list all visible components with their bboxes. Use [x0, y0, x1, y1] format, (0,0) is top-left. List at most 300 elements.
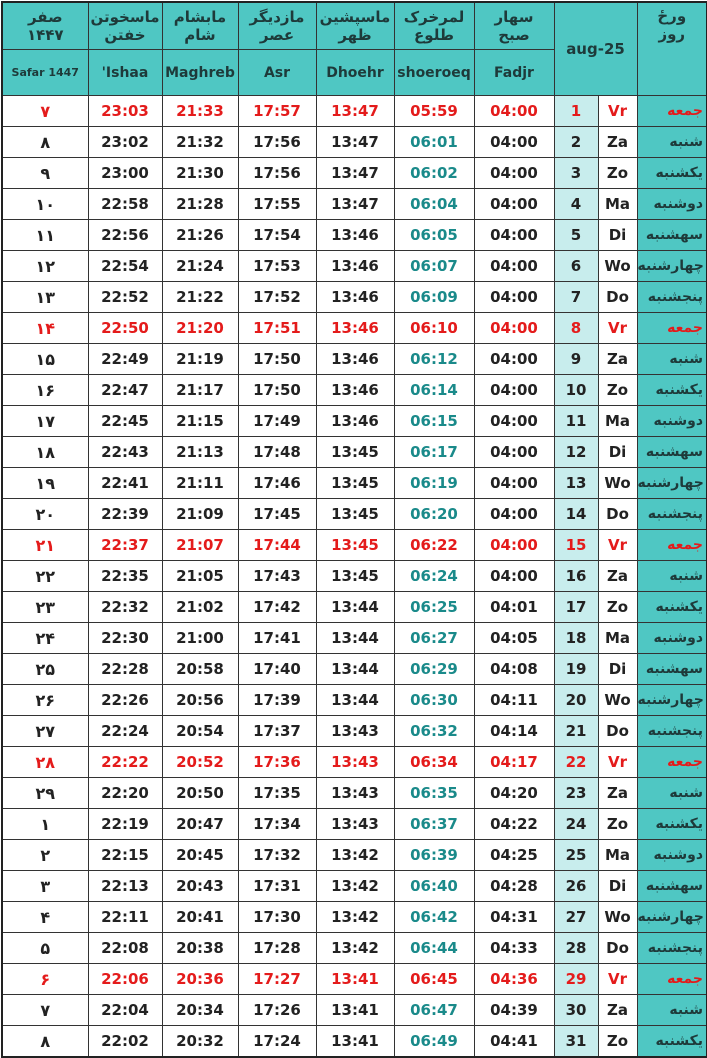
day-number-cell: 12 [554, 437, 598, 468]
fadjr-cell: 04:39 [474, 995, 554, 1026]
asr-cell: 17:28 [238, 933, 316, 964]
weekday-name-cell: جمعه [637, 530, 707, 561]
weekday-name-cell: دوشنبه [637, 189, 707, 220]
weekday-abbr-cell: Za [598, 995, 637, 1026]
maghreb-cell: 20:47 [162, 809, 238, 840]
asr-cell: 17:41 [238, 623, 316, 654]
weekday-name-cell: یکشنبه [637, 592, 707, 623]
shoeroeq-cell: 06:07 [394, 251, 474, 282]
dhoehr-cell: 13:41 [316, 1026, 394, 1058]
table-row [2, 437, 707, 468]
asr-cell: 17:44 [238, 530, 316, 561]
maghreb-cell: 21:19 [162, 344, 238, 375]
day-number-cell: 15 [554, 530, 598, 561]
weekday-abbr-cell: Ma [598, 840, 637, 871]
dhoehr-cell: 13:42 [316, 933, 394, 964]
fadjr-cell: 04:00 [474, 437, 554, 468]
weekday-abbr-cell: Zo [598, 592, 637, 623]
weekday-name-cell: یکشنبه [637, 1026, 707, 1058]
day-number-cell: 7 [554, 282, 598, 313]
day-number-cell: 10 [554, 375, 598, 406]
weekday-name-cell: سهشنبه [637, 220, 707, 251]
maghreb-cell: 21:20 [162, 313, 238, 344]
table-row [2, 468, 707, 499]
weekday-name-cell: شنبه [637, 561, 707, 592]
hijri-cell: ۱۴ [2, 313, 88, 344]
fadjr-header: سهار صبح [474, 2, 554, 50]
hijri-cell: ۲۹ [2, 778, 88, 809]
fadjr-cell: 04:00 [474, 530, 554, 561]
fadjr-cell: 04:41 [474, 1026, 554, 1058]
hijri-cell: ۷ [2, 995, 88, 1026]
table-row [2, 685, 707, 716]
day-number-cell: 19 [554, 654, 598, 685]
maghreb-cell: 21:22 [162, 282, 238, 313]
day-number-cell: 24 [554, 809, 598, 840]
weekday-name-cell: جمعه [637, 96, 707, 127]
weekday-abbr-cell: Vr [598, 747, 637, 778]
day-number-cell: 2 [554, 127, 598, 158]
maghreb-cell: 20:58 [162, 654, 238, 685]
maghreb-cell: 21:02 [162, 592, 238, 623]
fadjr-cell: 04:36 [474, 964, 554, 995]
table-row [2, 716, 707, 747]
day-number-cell: 28 [554, 933, 598, 964]
asr-sub-label: Asr [238, 50, 316, 96]
table-row [2, 561, 707, 592]
table-row [2, 251, 707, 282]
shoeroeq-cell: 06:30 [394, 685, 474, 716]
dhoehr-header: ماسپشين ظهر [316, 2, 394, 50]
table-row [2, 840, 707, 871]
shoeroeq-cell: 06:04 [394, 189, 474, 220]
fadjr-cell: 04:00 [474, 561, 554, 592]
shoeroeq-sub-label: shoeroeq [394, 50, 474, 96]
dhoehr-cell: 13:44 [316, 623, 394, 654]
asr-cell: 17:52 [238, 282, 316, 313]
weekday-name-cell: جمعه [637, 747, 707, 778]
ishaa-cell: 22:49 [88, 344, 162, 375]
weekday-abbr-cell: Zo [598, 809, 637, 840]
asr-cell: 17:43 [238, 561, 316, 592]
shoeroeq-cell: 06:02 [394, 158, 474, 189]
hijri-cell: ۱۷ [2, 406, 88, 437]
dhoehr-cell: 13:44 [316, 592, 394, 623]
hijri-cell: ۱۱ [2, 220, 88, 251]
fadjr-cell: 04:00 [474, 158, 554, 189]
shoeroeq-cell: 06:19 [394, 468, 474, 499]
table-row [2, 127, 707, 158]
weekday-abbr-cell: Zo [598, 1026, 637, 1058]
asr-cell: 17:42 [238, 592, 316, 623]
dhoehr-sub-label: Dhoehr [316, 50, 394, 96]
weekday-header: ورځ روز [637, 2, 707, 96]
maghreb-cell: 20:52 [162, 747, 238, 778]
asr-cell: 17:45 [238, 499, 316, 530]
asr-cell: 17:56 [238, 158, 316, 189]
table-row [2, 871, 707, 902]
fadjr-cell: 04:00 [474, 375, 554, 406]
maghreb-cell: 21:24 [162, 251, 238, 282]
weekday-name-cell: دوشنبه [637, 406, 707, 437]
maghreb-cell: 21:17 [162, 375, 238, 406]
weekday-name-cell: چهارشنبه [637, 685, 707, 716]
asr-cell: 17:35 [238, 778, 316, 809]
asr-cell: 17:46 [238, 468, 316, 499]
weekday-abbr-cell: Za [598, 127, 637, 158]
maghreb-cell: 21:30 [162, 158, 238, 189]
weekday-name-cell: چهارشنبه [637, 468, 707, 499]
table-row [2, 1026, 707, 1058]
table-row [2, 809, 707, 840]
fadjr-cell: 04:25 [474, 840, 554, 871]
asr-cell: 17:56 [238, 127, 316, 158]
maghreb-cell: 21:11 [162, 468, 238, 499]
hijri-cell: ۲۰ [2, 499, 88, 530]
hijri-cell: ۱۵ [2, 344, 88, 375]
dhoehr-cell: 13:46 [316, 344, 394, 375]
fadjr-cell: 04:11 [474, 685, 554, 716]
ishaa-cell: 22:35 [88, 561, 162, 592]
maghreb-cell: 21:13 [162, 437, 238, 468]
maghreb-cell: 20:32 [162, 1026, 238, 1058]
fadjr-cell: 04:00 [474, 189, 554, 220]
weekday-name-cell: دوشنبه [637, 623, 707, 654]
day-number-cell: 25 [554, 840, 598, 871]
maghreb-cell: 20:56 [162, 685, 238, 716]
table-row [2, 344, 707, 375]
weekday-name-cell: پنجشنبه [637, 499, 707, 530]
day-number-cell: 23 [554, 778, 598, 809]
fadjr-sub-label: Fadjr [474, 50, 554, 96]
asr-cell: 17:34 [238, 809, 316, 840]
weekday-abbr-cell: Vr [598, 964, 637, 995]
shoeroeq-cell: 06:29 [394, 654, 474, 685]
hijri-cell: ۲۵ [2, 654, 88, 685]
asr-cell: 17:36 [238, 747, 316, 778]
dhoehr-cell: 13:43 [316, 778, 394, 809]
weekday-abbr-cell: Do [598, 282, 637, 313]
fadjr-cell: 04:22 [474, 809, 554, 840]
weekday-abbr-cell: Di [598, 437, 637, 468]
weekday-name-cell: شنبه [637, 344, 707, 375]
hijri-cell: ۹ [2, 158, 88, 189]
hijri-cell: ۱۸ [2, 437, 88, 468]
day-number-cell: 20 [554, 685, 598, 716]
hijri-cell: ۴ [2, 902, 88, 933]
shoeroeq-cell: 06:42 [394, 902, 474, 933]
ishaa-cell: 22:02 [88, 1026, 162, 1058]
asr-cell: 17:55 [238, 189, 316, 220]
fadjr-cell: 04:17 [474, 747, 554, 778]
ishaa-cell: 22:32 [88, 592, 162, 623]
weekday-abbr-cell: Di [598, 871, 637, 902]
table-row [2, 499, 707, 530]
weekday-abbr-cell: Di [598, 654, 637, 685]
fadjr-cell: 04:28 [474, 871, 554, 902]
dhoehr-cell: 13:43 [316, 809, 394, 840]
ishaa-cell: 22:54 [88, 251, 162, 282]
fadjr-cell: 04:00 [474, 96, 554, 127]
hijri-cell: ۵ [2, 933, 88, 964]
asr-cell: 17:49 [238, 406, 316, 437]
weekday-abbr-cell: Ma [598, 406, 637, 437]
asr-cell: 17:32 [238, 840, 316, 871]
ishaa-cell: 22:30 [88, 623, 162, 654]
day-number-cell: 9 [554, 344, 598, 375]
maghreb-cell: 21:33 [162, 96, 238, 127]
table-row [2, 623, 707, 654]
day-number-cell: 17 [554, 592, 598, 623]
hijri-cell: ۱۲ [2, 251, 88, 282]
day-number-cell: 13 [554, 468, 598, 499]
dhoehr-cell: 13:46 [316, 282, 394, 313]
ishaa-cell: 22:22 [88, 747, 162, 778]
dhoehr-cell: 13:47 [316, 96, 394, 127]
shoeroeq-cell: 06:12 [394, 344, 474, 375]
hijri-cell: ۲۱ [2, 530, 88, 561]
ishaa-cell: 22:43 [88, 437, 162, 468]
weekday-name-cell: جمعه [637, 313, 707, 344]
fadjr-cell: 04:33 [474, 933, 554, 964]
weekday-name-cell: پنجشنبه [637, 716, 707, 747]
shoeroeq-cell: 06:05 [394, 220, 474, 251]
dhoehr-cell: 13:46 [316, 313, 394, 344]
day-number-cell: 5 [554, 220, 598, 251]
weekday-name-cell: پنجشنبه [637, 933, 707, 964]
fadjr-cell: 04:00 [474, 499, 554, 530]
dhoehr-cell: 13:47 [316, 127, 394, 158]
day-number-cell: 14 [554, 499, 598, 530]
day-number-cell: 30 [554, 995, 598, 1026]
fadjr-cell: 04:00 [474, 406, 554, 437]
shoeroeq-cell: 06:32 [394, 716, 474, 747]
shoeroeq-cell: 06:15 [394, 406, 474, 437]
asr-cell: 17:51 [238, 313, 316, 344]
dhoehr-cell: 13:43 [316, 747, 394, 778]
weekday-name-cell: پنجشنبه [637, 282, 707, 313]
table-row [2, 530, 707, 561]
maghreb-cell: 20:38 [162, 933, 238, 964]
day-number-cell: 22 [554, 747, 598, 778]
table-row [2, 96, 707, 127]
fadjr-cell: 04:00 [474, 251, 554, 282]
maghreb-cell: 21:26 [162, 220, 238, 251]
hijri-cell: ۸ [2, 127, 88, 158]
fadjr-cell: 04:00 [474, 468, 554, 499]
asr-cell: 17:39 [238, 685, 316, 716]
shoeroeq-cell: 06:20 [394, 499, 474, 530]
hijri-cell: ۲۴ [2, 623, 88, 654]
table-row [2, 313, 707, 344]
fadjr-cell: 04:05 [474, 623, 554, 654]
weekday-abbr-cell: Vr [598, 530, 637, 561]
maghreb-cell: 20:36 [162, 964, 238, 995]
weekday-abbr-cell: Vr [598, 313, 637, 344]
ishaa-cell: 22:45 [88, 406, 162, 437]
maghreb-cell: 20:41 [162, 902, 238, 933]
weekday-name-cell: یکشنبه [637, 809, 707, 840]
weekday-abbr-cell: Do [598, 716, 637, 747]
dhoehr-cell: 13:45 [316, 530, 394, 561]
shoeroeq-cell: 06:49 [394, 1026, 474, 1058]
maghreb-cell: 21:07 [162, 530, 238, 561]
weekday-abbr-cell: Wo [598, 902, 637, 933]
hijri-cell: ۸ [2, 1026, 88, 1058]
maghreb-cell: 21:15 [162, 406, 238, 437]
asr-header: مازديگر عصر [238, 2, 316, 50]
table-body [2, 96, 707, 1058]
day-number-cell: 6 [554, 251, 598, 282]
shoeroeq-cell: 06:27 [394, 623, 474, 654]
day-number-cell: 26 [554, 871, 598, 902]
day-number-cell: 3 [554, 158, 598, 189]
weekday-name-cell: چهارشنبه [637, 902, 707, 933]
hijri-cell: ۲۸ [2, 747, 88, 778]
weekday-name-cell: سهشنبه [637, 654, 707, 685]
ishaa-cell: 22:24 [88, 716, 162, 747]
shoeroeq-cell: 06:24 [394, 561, 474, 592]
hijri-cell: ۳ [2, 871, 88, 902]
fadjr-cell: 04:08 [474, 654, 554, 685]
ishaa-cell: 22:08 [88, 933, 162, 964]
hijri-cell: ۷ [2, 96, 88, 127]
ishaa-cell: 22:39 [88, 499, 162, 530]
weekday-name-cell: جمعه [637, 964, 707, 995]
weekday-name-cell: سهشنبه [637, 871, 707, 902]
weekday-abbr-cell: Ma [598, 189, 637, 220]
ishaa-cell: 22:26 [88, 685, 162, 716]
weekday-abbr-cell: Do [598, 933, 637, 964]
ishaa-cell: 22:56 [88, 220, 162, 251]
shoeroeq-cell: 06:45 [394, 964, 474, 995]
weekday-abbr-cell: Za [598, 561, 637, 592]
prayer-times-table [1, 1, 707, 1058]
day-number-cell: 18 [554, 623, 598, 654]
asr-cell: 17:50 [238, 375, 316, 406]
dhoehr-cell: 13:45 [316, 437, 394, 468]
shoeroeq-cell: 06:01 [394, 127, 474, 158]
dhoehr-cell: 13:46 [316, 375, 394, 406]
maghreb-cell: 20:45 [162, 840, 238, 871]
ishaa-sub-label: 'Ishaa [88, 50, 162, 96]
asr-cell: 17:31 [238, 871, 316, 902]
shoeroeq-cell: 06:25 [394, 592, 474, 623]
shoeroeq-cell: 06:17 [394, 437, 474, 468]
ishaa-cell: 22:15 [88, 840, 162, 871]
maghreb-header: مابشام شام [162, 2, 238, 50]
dhoehr-cell: 13:45 [316, 499, 394, 530]
fadjr-cell: 04:31 [474, 902, 554, 933]
hijri-cell: ۲۳ [2, 592, 88, 623]
shoeroeq-cell: 06:44 [394, 933, 474, 964]
asr-cell: 17:48 [238, 437, 316, 468]
weekday-name-cell: شنبه [637, 778, 707, 809]
fadjr-cell: 04:00 [474, 313, 554, 344]
header-row-top [2, 2, 707, 50]
day-number-cell: 21 [554, 716, 598, 747]
table-row [2, 158, 707, 189]
dhoehr-cell: 13:45 [316, 468, 394, 499]
day-number-cell: 31 [554, 1026, 598, 1058]
weekday-abbr-cell: Vr [598, 96, 637, 127]
dhoehr-cell: 13:42 [316, 902, 394, 933]
dhoehr-cell: 13:44 [316, 654, 394, 685]
weekday-abbr-cell: Za [598, 778, 637, 809]
asr-cell: 17:37 [238, 716, 316, 747]
fadjr-cell: 04:00 [474, 220, 554, 251]
weekday-name-cell: دوشنبه [637, 840, 707, 871]
maghreb-cell: 21:09 [162, 499, 238, 530]
hijri-cell: ۶ [2, 964, 88, 995]
weekday-name-cell: چهارشنبه [637, 251, 707, 282]
ishaa-cell: 23:00 [88, 158, 162, 189]
shoeroeq-header: لمرخرک طلوع [394, 2, 474, 50]
hijri-cell: ۱ [2, 809, 88, 840]
ishaa-cell: 22:50 [88, 313, 162, 344]
weekday-abbr-cell: Zo [598, 375, 637, 406]
hijri-cell: ۱۳ [2, 282, 88, 313]
weekday-abbr-cell: Wo [598, 468, 637, 499]
asr-cell: 17:24 [238, 1026, 316, 1058]
ishaa-cell: 22:37 [88, 530, 162, 561]
weekday-abbr-cell: Ma [598, 623, 637, 654]
hijri-cell: ۲۷ [2, 716, 88, 747]
fadjr-cell: 04:00 [474, 282, 554, 313]
day-number-cell: 1 [554, 96, 598, 127]
dhoehr-cell: 13:45 [316, 561, 394, 592]
asr-cell: 17:27 [238, 964, 316, 995]
weekday-abbr-cell: Wo [598, 685, 637, 716]
hijri-cell: ۲۲ [2, 561, 88, 592]
dhoehr-cell: 13:41 [316, 995, 394, 1026]
weekday-name-cell: شنبه [637, 127, 707, 158]
dhoehr-cell: 13:42 [316, 871, 394, 902]
table-row [2, 189, 707, 220]
day-number-cell: 11 [554, 406, 598, 437]
weekday-abbr-cell: Do [598, 499, 637, 530]
day-number-cell: 27 [554, 902, 598, 933]
hijri-cell: ۲ [2, 840, 88, 871]
shoeroeq-cell: 06:39 [394, 840, 474, 871]
weekday-name-cell: یکشنبه [637, 158, 707, 189]
ishaa-cell: 22:19 [88, 809, 162, 840]
table-row [2, 654, 707, 685]
ishaa-cell: 22:11 [88, 902, 162, 933]
table-row [2, 282, 707, 313]
table-row [2, 220, 707, 251]
maghreb-cell: 20:43 [162, 871, 238, 902]
dhoehr-cell: 13:43 [316, 716, 394, 747]
asr-cell: 17:50 [238, 344, 316, 375]
table-row [2, 933, 707, 964]
hijri-cell: ۲۶ [2, 685, 88, 716]
asr-cell: 17:30 [238, 902, 316, 933]
hijri-cell: ۱۰ [2, 189, 88, 220]
shoeroeq-cell: 06:14 [394, 375, 474, 406]
ishaa-cell: 23:02 [88, 127, 162, 158]
dhoehr-cell: 13:41 [316, 964, 394, 995]
dhoehr-cell: 13:46 [316, 251, 394, 282]
weekday-name-cell: سهشنبه [637, 437, 707, 468]
table-row [2, 375, 707, 406]
fadjr-cell: 04:00 [474, 344, 554, 375]
maghreb-sub-label: Maghreb [162, 50, 238, 96]
table-row [2, 964, 707, 995]
ishaa-cell: 23:03 [88, 96, 162, 127]
dhoehr-cell: 13:46 [316, 220, 394, 251]
fadjr-cell: 04:00 [474, 127, 554, 158]
